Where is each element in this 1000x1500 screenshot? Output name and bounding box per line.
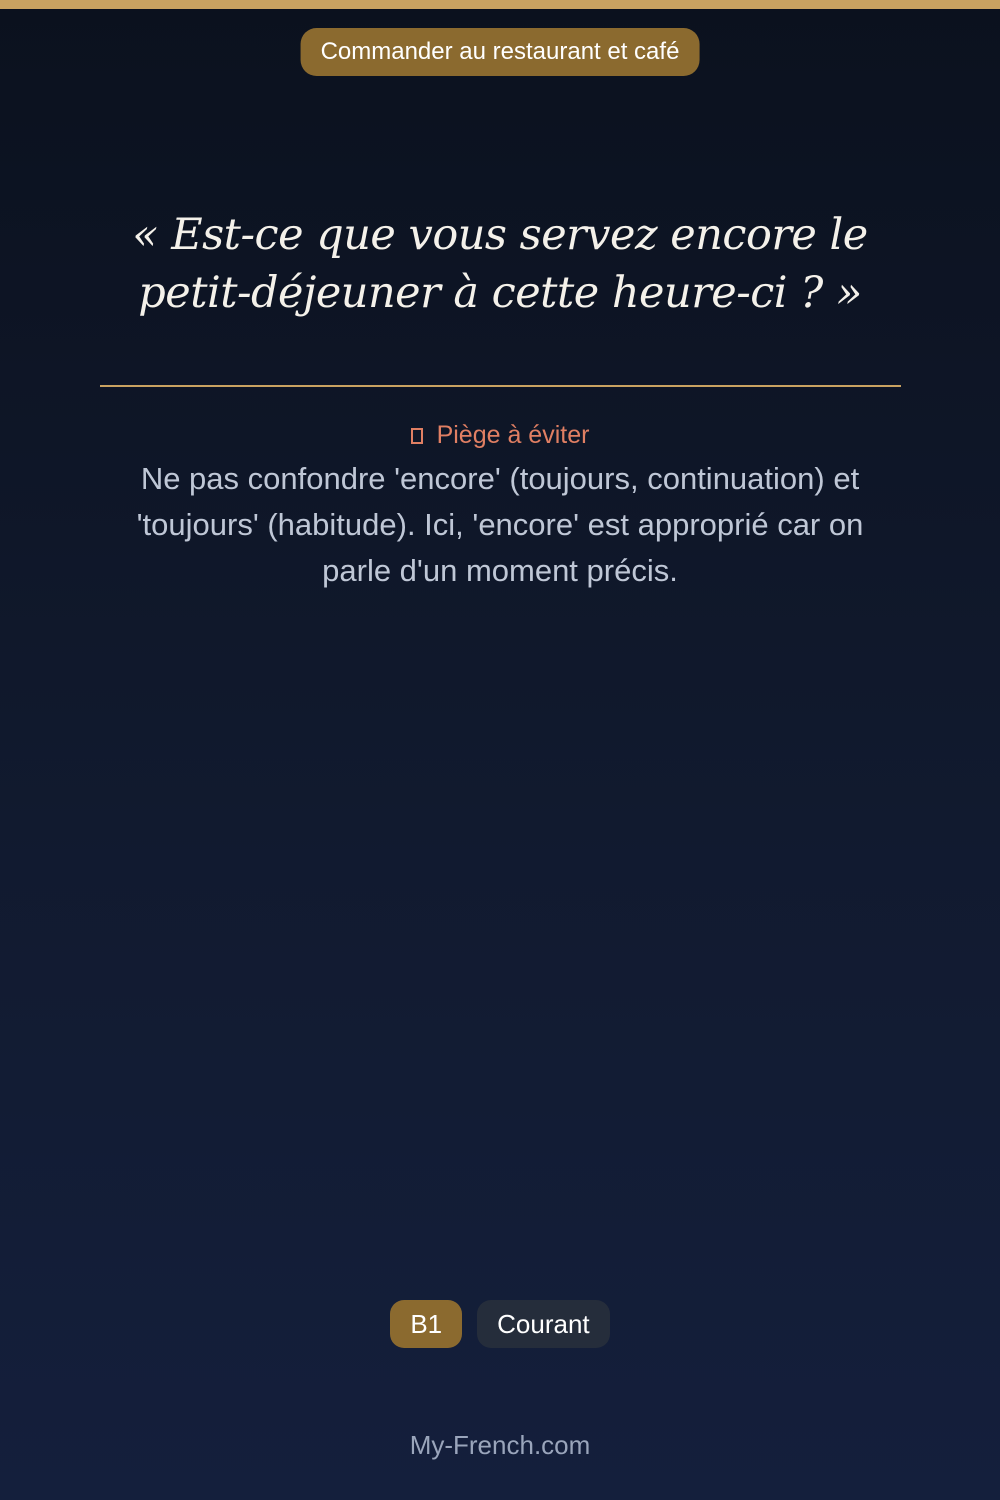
warning-icon [411, 428, 423, 444]
footer-site-name: My-French.com [409, 1430, 591, 1460]
phrase-quote: « Est-ce que vous servez encore le petit-déjeuner à cette heure-ci ? » [132, 210, 868, 318]
level-badge: B1 [390, 1300, 462, 1348]
pitfall-heading [0, 418, 1000, 452]
pitfall-title: Piège à éviter [436, 421, 590, 449]
divider [100, 385, 901, 387]
register-badge: Courant [477, 1300, 610, 1348]
tag-row [0, 1300, 1000, 1348]
pitfall-explanation: Ne pas confondre 'encore' (toujours, continuation) et 'toujours' (habitude). Ici, 'encore' est approprié car on parle d'un moment précis. [136, 461, 864, 588]
category-badge: Commander au restaurant et café [301, 28, 700, 76]
top-accent-bar [0, 0, 1000, 9]
